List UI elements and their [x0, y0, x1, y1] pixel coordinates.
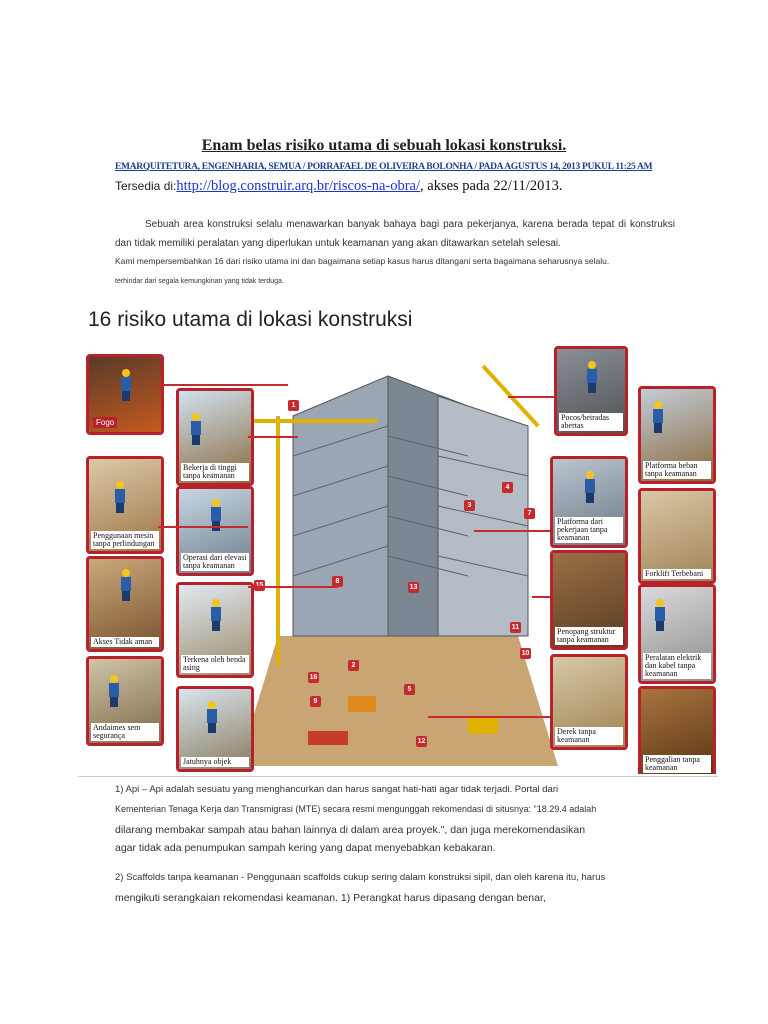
marker-2: 2: [348, 660, 359, 671]
leader-line: [508, 396, 554, 398]
leader-line: [248, 586, 338, 588]
risk-label: Akses Tidak aman: [91, 637, 159, 647]
risk-label: Penggalian tanpa keamanan: [643, 755, 711, 773]
source-prefix: Tersedia di:: [115, 179, 177, 193]
risk-card-elevation[interactable]: [176, 486, 254, 576]
marker-8: 8: [332, 576, 343, 587]
marker-10: 10: [521, 650, 530, 657]
source-line: [115, 178, 562, 195]
risk-card-scaffold[interactable]: [86, 656, 164, 746]
risk-label: Platforma beban tanpa keamanan: [643, 461, 711, 479]
risk-card-excavation[interactable]: [638, 686, 716, 774]
marker-12: 12: [417, 738, 426, 745]
marker-9: 9: [310, 696, 321, 707]
marker-4: 4: [502, 482, 513, 493]
marker-11: 11: [511, 624, 520, 631]
figure-title: 16 risiko utama di lokasi konstruksi: [88, 308, 413, 331]
risk-label: Peralatan elektrik dan kabel tanpa keamanan: [643, 653, 711, 679]
risk-label: Bekerja di tinggi tanpa keamanan: [181, 463, 249, 481]
building-illustration: [238, 336, 558, 766]
risk-card-crane[interactable]: [550, 654, 628, 750]
risk-label: Derek tanpa keamanan: [555, 727, 623, 745]
risk-label: Terkena oleh benda asing: [181, 655, 249, 673]
risk-card-falling-objects[interactable]: [176, 686, 254, 772]
risk-card-electrical[interactable]: [638, 584, 716, 684]
risk-label: Fogo: [93, 417, 117, 428]
section-1-line-2: Kementerian Tenaga Kerja dan Transmigrasi (MTE) secara resmi mengunggah rekomendasi di situsnya: "18.29.4 adalah: [115, 804, 597, 814]
marker-7: 7: [524, 508, 535, 519]
risk-card-forklift[interactable]: [638, 488, 716, 584]
risk-card-work-platform[interactable]: [550, 456, 628, 548]
risk-label: Andaimes sem segurança: [91, 723, 159, 741]
risk-card-access[interactable]: [86, 556, 164, 652]
leader-line: [428, 716, 550, 718]
risk-card-openings[interactable]: [554, 346, 628, 436]
leader-line: [158, 384, 288, 386]
risk-label: Pocos/beiradas abertas: [559, 413, 623, 431]
source-access-date: , akses pada 22/11/2013.: [420, 178, 563, 194]
marker-16: 16: [309, 674, 318, 681]
leader-line: [158, 526, 248, 528]
risk-card-machine[interactable]: [86, 456, 164, 554]
risk-card-height[interactable]: [176, 388, 254, 486]
marker-1: 1: [288, 400, 299, 411]
risk-card-struck[interactable]: [176, 582, 254, 678]
risk-label: Penggunaan mesin tanpa perlindungan: [91, 531, 159, 549]
risk-label: Jatuhnya objek: [181, 757, 249, 767]
risk-card-load-platform[interactable]: [638, 386, 716, 484]
leader-line: [248, 436, 298, 438]
marker-13: 13: [409, 584, 418, 591]
section-1-line-1: 1) Api – Api adalah sesuatu yang menghancurkan dan harus sangat hati-hati agar tidak terjadi. Portal dari: [115, 784, 559, 795]
risk-label: Operasi dari elevasi tanpa keamanan: [181, 553, 249, 571]
section-2-line-2: mengikuti serangkaian rekomendasi keamanan. 1) Perangkat harus dipasang dengan benar,: [115, 892, 546, 904]
marker-3: 3: [464, 500, 475, 511]
intro-paragraph-3: terhindar dari segala kemungkinan yang tidak terduga.: [115, 278, 284, 285]
intro-paragraph-2: Kami mempersembahkan 16 dari risiko utama ini dan bagaimana setiap kasus harus ditangani serta bagaimana seharusnya selalu.: [115, 256, 610, 266]
risk-label: Penopang struktur tanpa keamanan: [555, 627, 623, 645]
intro-paragraph: Sebuah area konstruksi selalu menawarkan banyak bahaya bagi para pekerjanya, karena berada tepat di konstruksi dan tidak memiliki peralatan yang diperlukan untuk keamanan yang akan ditawarkan setelah selesai.: [115, 219, 675, 249]
section-1-line-3: dilarang membakar sampah atau bahan lainnya di dalam area proyek.", dan juga merekomendasikan: [115, 824, 586, 836]
risk-card-shoring[interactable]: [550, 550, 628, 650]
byline[interactable]: EMARQUITETURA, ENGENHARIA, SEMUA / PORRAFAEL DE OLIVEIRA BOLONHA / PADA AGUSTUS 14, 2013 PUKUL 11:25 AM: [115, 162, 653, 172]
construction-risk-illustration: [78, 296, 718, 774]
source-link[interactable]: http://blog.construir.arq.br/riscos-na-obra/: [176, 178, 421, 194]
section-1-line-4: agar tidak ada penumpukan sampah kering yang dapat menyebabkan kebakaran.: [115, 842, 496, 854]
leader-line: [474, 530, 550, 532]
risk-label: Forklift Terbebani: [643, 569, 711, 579]
risk-label: Platforma dari pekerjaan tanpa keamanan: [555, 517, 623, 543]
section-1: [115, 784, 675, 860]
section-2-line-1: 2) Scaffolds tanpa keamanan - Penggunaan scaffolds cukup sering dalam konstruksi sipil, dan oleh karena itu, harus: [115, 872, 606, 883]
risk-card-fire[interactable]: [86, 354, 164, 435]
marker-5: 5: [404, 684, 415, 695]
document-title: Enam belas risiko utama di sebuah lokasi konstruksi.: [201, 137, 567, 154]
divider: [78, 776, 718, 777]
leader-line: [532, 596, 550, 598]
section-2: [115, 872, 675, 904]
